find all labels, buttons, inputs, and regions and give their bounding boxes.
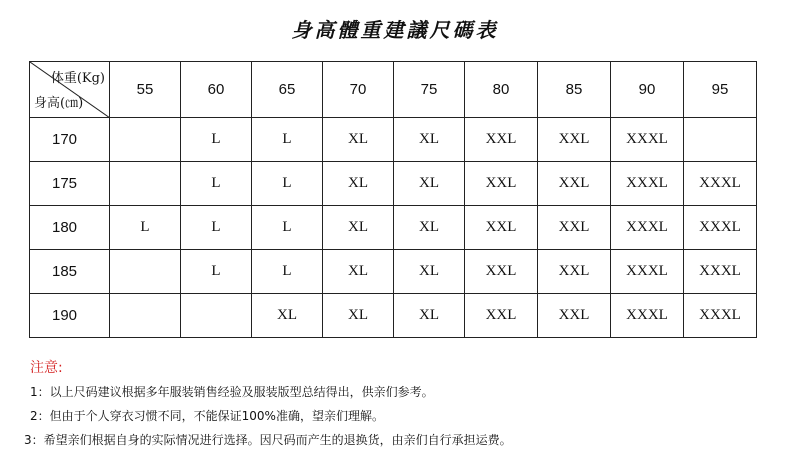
size-cell: L [110, 206, 181, 250]
size-cell [110, 294, 181, 338]
size-cell: XXXL [611, 118, 684, 162]
height-cell: 190 [30, 294, 110, 338]
corner-cell [30, 62, 110, 118]
size-cell: XL [323, 162, 394, 206]
size-cell: L [252, 162, 323, 206]
size-cell: XL [394, 250, 465, 294]
size-cell: XXL [465, 162, 538, 206]
size-cell [181, 294, 252, 338]
size-cell: XL [252, 294, 323, 338]
weight-header: 55 [110, 62, 181, 118]
size-cell: XL [394, 294, 465, 338]
height-cell: 170 [30, 118, 110, 162]
table-row [30, 294, 757, 338]
size-cell: XXL [538, 250, 611, 294]
note-item: 2：但由于个人穿衣习惯不同，不能保证100%准确，望亲们理解。 [30, 409, 384, 423]
size-cell: XXXL [611, 294, 684, 338]
table-row [30, 250, 757, 294]
size-cell: XXL [465, 118, 538, 162]
size-cell [684, 118, 757, 162]
size-chart-table [29, 61, 757, 338]
weight-header: 95 [684, 62, 757, 118]
height-axis-label: 身高(㎝) [34, 96, 84, 111]
size-cell [110, 118, 181, 162]
size-cell: XXXL [611, 206, 684, 250]
height-cell: 175 [30, 162, 110, 206]
note-item: 3：希望亲们根据自身的实际情况进行选择。因尺码而产生的退换货，由亲们自行承担运费。 [24, 433, 512, 447]
size-cell: L [252, 250, 323, 294]
size-cell: XXL [465, 294, 538, 338]
weight-header: 90 [611, 62, 684, 118]
size-cell: XXXL [684, 294, 757, 338]
weight-header: 65 [252, 62, 323, 118]
size-cell: L [252, 118, 323, 162]
size-cell: XXXL [611, 162, 684, 206]
size-cell: XXXL [684, 250, 757, 294]
weight-header: 85 [538, 62, 611, 118]
size-cell: L [252, 206, 323, 250]
size-cell [110, 162, 181, 206]
size-cell: XXXL [611, 250, 684, 294]
weight-header: 75 [394, 62, 465, 118]
size-cell: XXL [538, 162, 611, 206]
table-row [30, 162, 757, 206]
size-cell: XL [394, 118, 465, 162]
weight-header: 70 [323, 62, 394, 118]
size-cell [110, 250, 181, 294]
size-cell: XXL [465, 250, 538, 294]
size-cell: L [181, 162, 252, 206]
header-row [30, 62, 757, 118]
size-cell: L [181, 250, 252, 294]
size-cell: XXL [538, 118, 611, 162]
size-cell: XL [323, 118, 394, 162]
weight-header: 80 [465, 62, 538, 118]
page-title: 身高體重建議尺碼表 [291, 18, 499, 42]
size-cell: XXL [538, 294, 611, 338]
table-row [30, 206, 757, 250]
weight-axis-label: 体重(Kg) [50, 71, 105, 86]
size-cell: XL [323, 206, 394, 250]
size-cell: XL [323, 250, 394, 294]
weight-header: 60 [181, 62, 252, 118]
notes-heading: 注意: [30, 360, 63, 376]
size-cell: L [181, 118, 252, 162]
size-cell: XL [323, 294, 394, 338]
size-cell: XXL [465, 206, 538, 250]
height-cell: 185 [30, 250, 110, 294]
size-cell: XXXL [684, 162, 757, 206]
size-cell: XXL [538, 206, 611, 250]
height-cell: 180 [30, 206, 110, 250]
note-item: 1：以上尺码建议根据多年服装销售经验及服装版型总结得出，供亲们参考。 [30, 385, 434, 399]
size-cell: XL [394, 206, 465, 250]
table-row [30, 118, 757, 162]
size-cell: XL [394, 162, 465, 206]
size-cell: XXXL [684, 206, 757, 250]
size-cell: L [181, 206, 252, 250]
